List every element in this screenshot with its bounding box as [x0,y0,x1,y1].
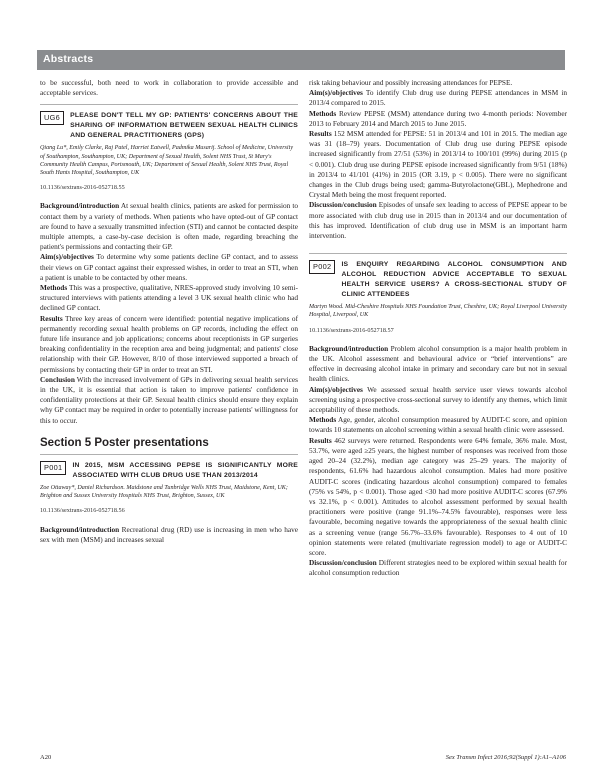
abstract-background [40,201,298,252]
label: Discussion/conclusion [309,200,377,210]
text: Recreational drug (RD) use is increasing in men who have sex with men (MSM) and increases sexual [40,524,298,544]
abstract-methods [309,415,567,435]
label: Aim(s)/objectives [40,252,94,262]
left-column [40,78,298,545]
abstract-background [40,525,298,545]
text: Age, gender, alcohol consumption measured by AUDIT-C score, and opinion towards 10 statements on alcohol screening within a sexual health clinic were assessed. [309,415,567,435]
divider [40,454,298,455]
text: To determine why some patients decline GP contact, and to assess their views on GP contact against their expressed wishes, in order to treat an STI, when a patient is unable to be contacted by other means. [40,252,298,282]
abstract-results [309,129,567,200]
abstract-results [40,314,298,375]
abstract-aim [40,252,298,283]
abstract-code: P002 [309,260,335,274]
text: We assessed sexual health service user views towards alcohol screening using a prospective cross-sectional survey to identify any themes, which limit acceptability of these methods. [309,384,567,415]
banner-title: Abstracts [43,53,94,65]
text: Problem alcohol consumption is a major health problem in the UK. Alcohol assessment and behavioural advice or “brief interventions” are effective in decreasing alcohol intake in primary and secondary care but not in sexual health clinics. [309,343,567,384]
abstract-authors: Martyn Wood. Mid-Cheshire Hospitals NHS Foundation Trust, Cheshire, UK; Royal Liverpool University Hospital, Liverpool, UK [309,304,567,319]
label: Results [40,313,63,323]
abstract-ug6 [40,111,298,425]
abstract-discussion [309,200,567,241]
abstract-authors: Qiang Lu*, Emily Clarke, Raj Patel, Harriet Eatwell, Padmika Musarij. School of Medicine, University of Southampton, Southampton, UK; Department of Sexual Health, Solent NHS Trust, St Mary's Community Health Campus, Portsmouth, UK; Department of Sexual Health, Solent NHS Trust, Royal South Hants Hospital, Southampton, UK [40,145,294,177]
abstract-title: IN 2015, MSM ACCESSING PEPSE IS SIGNIFICANTLY MORE ASSOCIATED WITH CLUB DRUG USE THAN 2013/2014 [72,461,298,479]
divider [309,253,567,254]
label: Methods [309,415,337,425]
text: Review PEPSE (MSM) attendance during two 4-month periods: November 2013 to February 2014 and March 2015 to June 2015. [309,108,568,128]
abstract-methods [40,283,298,314]
label: Discussion/conclusion [309,558,377,568]
abstract-p001 [40,461,298,545]
text: Episodes of unsafe sex leading to access of PEPSE appear to be more associated with club drug use in 2015 than in 2013/4 and our documentation of this has improved. Identification of club drug use in MSM is an important harm intervention. [309,200,567,241]
abstract-aim [309,88,567,108]
abstract-background [309,344,567,385]
label: Methods [309,108,337,118]
abstract-code: UG6 [40,111,64,125]
text: This was a prospective, qualitative, NRES-approved study involving 10 semi-structured interviews with patients attending a level 3 UK sexual health clinic who had declined GP contact. [40,283,298,313]
text: 152 MSM attended for PEPSE: 51 in 2013/4 and 101 in 2015. The median age was 31 (18–79) years. Documentation of Club drug use during PEPSE episode increased significantly from 27/51 (53%) in 2013/14 to 100/101 (99%) during 2015 (p < 0.001). Club drug use during PEPSE episode increased significantly from 9/51 (18%) in 2013/4 to 41/101 (41%) in 2015 (OR 3.19, p < 0.005). There were no significant changes in the Club drugs being used; gamma-Butyrolactone(GBL), Mephedrone and Crystal Meth being the most frequent reported. [309,129,567,200]
text: Different strategies need to be explored within sexual health for alcohol consumption reduction [309,558,567,578]
abstract-doi: 10.1136/sextrans-2016-052718.55 [40,184,125,192]
label: Background/introduction [40,201,120,211]
abstract-aim [309,385,567,416]
text: Three key areas of concern were identified: potential negative implications of permanently recording sexual health problems on GP records, including the effect on future life insurance and job applications; concerns about receptionists in GP surgeries breaking confidentiality in the reception area and being judgmental; and patients' close relationship with their GP. However, 8/10 of those interviewed supported a breach of permissions by contacting their GP in order to treat an STI. [40,313,298,374]
abstract-authors: Zoe Ottaway*, Daniel Richardson. Maidstone and Tunbridge Wells NHS Trust, Maidstone, Kent, UK; Brighton and Sussex University Hospitals NHS Trust, Brighton, Sussex, UK [40,484,288,500]
label: Results [309,435,332,445]
abstract-code: P001 [40,461,66,475]
label: Results [309,129,332,139]
section-heading: Section 5 Poster presentations [40,436,209,449]
abstract-doi: 10.1136/sextrans-2016-052718.57 [309,326,394,334]
text: With the increased involvement of GPs in delivering sexual health services in the UK, it is essential that action is taken to improve patients' confidence in confidentiality protections at their GP. Sexual health clinics should ensure they explain why GP contact may be required in order to potentially increase patients' willingness for this to occur. [40,374,298,425]
label: Background/introduction [40,524,120,534]
label: Background/introduction [309,343,389,353]
page-number: A20 [40,754,52,761]
text: At sexual health clinics, patients are asked for permission to contact them by a variety of methods. When patients who have opted-out of GP contact are found to have a sexually transmitted infection (STI) and cannot be contacted despite multiple attempts, a case-by-case decision is often made, regarding breaching the patient's permissions and contacting their GP. [40,201,298,252]
abstract-results [309,436,567,558]
text: 462 surveys were returned. Respondents were 64% female, 36% male. Most, 53.7%, were aged ≥25 years, the highest number of responses was received from those aged 20–24 (32.2%), median age category was 25–29 years. The majority of respondents, 61.6% had hazardous alcohol consumption. Males had more positive AUDIT-C scores (indicating hazardous alcohol consumption) compared to females (75% vs 54%, p < 0.001). Those aged <30 had more positive AUDIT-C scores (67.9% vs 32.1%, p < 0.001). Attitudes to alcohol assessment performed by sexual health practitioners were positive (range 91.1%–74.5% favourable), responses were less favourable, becoming negative towards the appropriateness of the sexual health clinic as a screening venue (range 56.7%–33.6% favourable). Responses to 4 out of 10 opinion statements were related (multivariate regression model) to age or AUDIT-C score. [309,435,567,557]
abstract-p002 [309,260,567,578]
abstract-conclusion [40,375,298,426]
journal-citation: Sex Transm Infect 2016;92(Suppl 1):A1–A106 [445,754,566,761]
continued-text: risk taking behaviour and possibly increasing attendances for PEPSE. [309,78,513,87]
abstract-title: PLEASE DON'T TELL MY GP: PATIENTS' CONCERNS ABOUT THE SHARING OF INFORMATION BETWEEN SEXUAL HEALTH CLINICS AND GENERAL PRACTITIONERS (GPS) [70,112,298,140]
right-column [309,78,567,579]
label: Aim(s)/objectives [309,88,363,98]
text: To identify Club drug use during PEPSE attendances in MSM in 2013/4 compared to 2015. [309,88,567,108]
abstract-discussion [309,558,567,578]
abstract-title: IS ENQUIRY REGARDING ALCOHOL CONSUMPTION AND ALCOHOL REDUCTION ADVICE ACCEPTABLE TO SEXUAL HEALTH SERVICE USERS? A CROSS-SECTIONAL STUDY OF CLINIC ATTENDEES [341,261,567,299]
label: Methods [40,283,68,293]
label: Conclusion [40,374,75,384]
abstract-doi: 10.1136/sextrans-2016-052718.56 [40,507,125,515]
abstract-methods [309,109,567,129]
intro-text: to be successful, both need to work in collaboration to provide accessible and acceptable services. [40,78,298,98]
abstracts-banner [37,50,565,70]
label: Aim(s)/objectives [309,384,363,394]
divider [40,104,298,105]
